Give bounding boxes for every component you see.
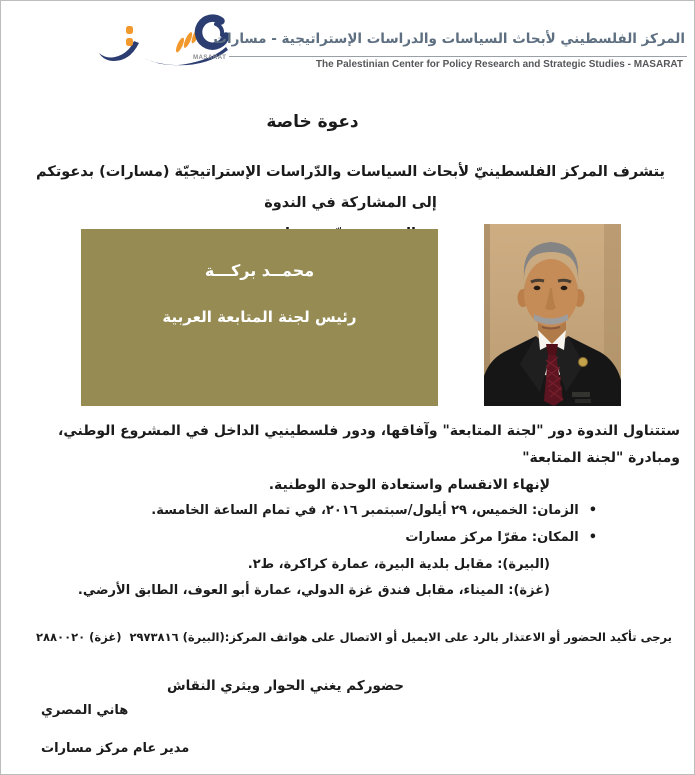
place-text: المكان: مقرّا مركز مسارات: [405, 530, 579, 545]
bullet-icon: •: [588, 530, 597, 545]
logo-meem-stroke: [99, 41, 139, 61]
photo-eyebrow: [558, 280, 571, 282]
list-item-time: [151, 497, 597, 524]
signature-title: مدير عام مركز مسارات: [41, 741, 190, 756]
topic-line-2: لإنهاء الانقسام واستعادة الوحدة الوطنية.: [268, 477, 550, 493]
location-bireh: (البيرة): مقابل بلدية البيرة، عمارة كراكرة، ط٢.: [247, 557, 550, 572]
bullet-icon: •: [588, 503, 597, 518]
logo-orange-dot: [126, 26, 133, 34]
time-text: الزمان: الخميس، ٢٩ أيلول/سبتمبر ٢٠١٦، في تمام الساعة الخامسة.: [151, 503, 579, 518]
photo-eye: [561, 286, 568, 290]
photo-eye: [534, 286, 541, 290]
locations: [78, 552, 550, 604]
signature-name: هاني المصري: [41, 703, 129, 718]
topic-paragraph: [21, 418, 680, 499]
photo-eyebrow: [531, 280, 544, 282]
photo-lapel-pin: [579, 358, 588, 367]
org-name-english: The Palestinian Center for Policy Research and Strategic Studies - MASARAT: [315, 59, 683, 70]
photo-ribbon-bar: [572, 392, 590, 397]
photo-ribbon-bar: [575, 399, 591, 403]
page-title: دعوة خاصة: [266, 112, 359, 132]
photo-tie-knot: [546, 344, 558, 355]
speaker-name: محمــد بركـــة: [204, 261, 315, 280]
event-details-list: [151, 497, 597, 551]
org-name-arabic: المركز الفلسطيني لأبحاث السياسات والدراسات الإستراتيجية - مسارات: [213, 31, 685, 47]
header-divider-line: [229, 56, 687, 57]
speaker-panel: [81, 229, 438, 406]
speaker-title: رئيس لجنة المتابعة العربية: [162, 308, 357, 326]
closing-tagline: حضوركم يغني الحوار ويثري النقاش: [166, 678, 404, 694]
rsvp-line: يرجى تأكيد الحضور أو الاعتذار بالرد على الايميل أو الاتصال على هواتف المركز:(البيرة) ٢٩٧٣٨١٦ (غزة) ٢٨٨٠٠٢٠: [36, 630, 672, 644]
intro-line-1: يتشرف المركز الفلسطينيّ لأبحاث السياسات والدّراسات الإستراتيجيّة (مسارات) بدعوتكم إلى المشاركة في الندوة: [36, 164, 665, 211]
topic-line-1: ستتناول الندوة دور "لجنة المتابعة" وآفاقها، ودور فلسطينيي الداخل في المشروع الوطني، ومبادرة "لجنة المتابعة": [58, 423, 680, 466]
location-gaza: (غزة): الميناء، مقابل فندق غزة الدولي، عمارة أبو العوف، الطابق الأرضي.: [77, 583, 550, 598]
speaker-photo: [484, 224, 621, 406]
logo-brand-label: MASARAT: [193, 54, 227, 61]
list-item-place: [151, 524, 597, 551]
logo-orange-dot: [126, 38, 133, 46]
